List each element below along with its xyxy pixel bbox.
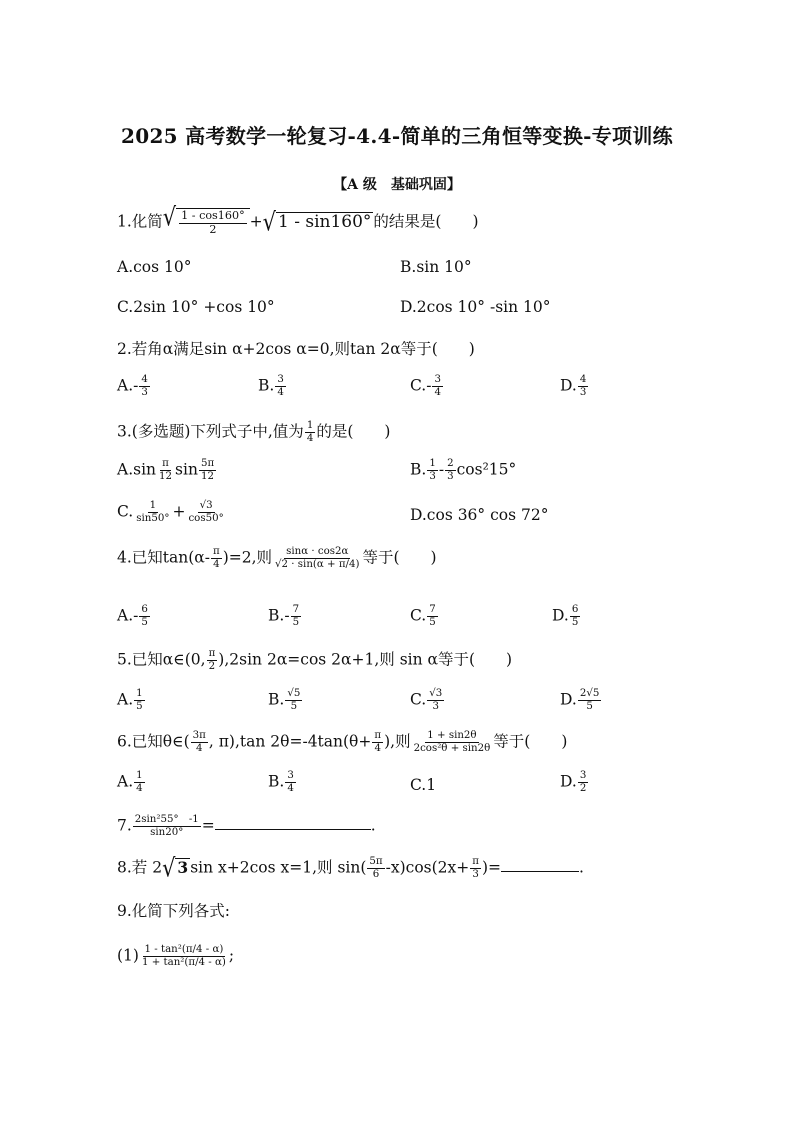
fraction: $\frac{1}{3}$	[429, 458, 436, 482]
fraction: $\frac{3}{2}$	[579, 770, 587, 794]
fraction: $\frac{3}{4}$	[434, 374, 441, 398]
fraction: $\frac{2}{3}$	[447, 458, 454, 482]
question-7-stem: 7. $\frac{\text{2sin²55° -1}}{\sin 20^\circ}$ = .	[117, 814, 376, 838]
option-b: B. $\frac{3}{4}$	[258, 374, 284, 398]
option-a: A.sin $\frac{\pi}{12}$ sin $\frac{5\pi}{12}$	[117, 458, 215, 482]
section-level-heading: 【A 级 基础巩固】	[333, 177, 461, 193]
option-a: A. $\frac{1}{5}$	[117, 688, 143, 712]
option-b: B.sin 10°	[400, 258, 472, 276]
fraction: $\frac{6}{5}$	[571, 604, 579, 628]
fraction: $\frac{\pi}{4}$	[374, 730, 382, 754]
fraction: $\frac{1}{\sin 50^\circ}$	[136, 500, 170, 524]
sqrt-expression: √ 1 - sin160°	[262, 207, 372, 237]
fraction: $\frac{4}{3}$	[579, 374, 587, 398]
fraction: $\frac{√3}{\cos 50^\circ}$	[188, 500, 224, 524]
fraction: $\frac{4}{3}$	[141, 374, 148, 398]
option-d: D.cos 36° cos 72°	[410, 506, 549, 524]
question-8-stem: 8.若 2 √ 3 sin x+2cos x=1,则 sin( $\frac{5\pi}{6}$ -x)cos(2x+ $\frac{\pi}{3}$ )= .	[117, 853, 584, 883]
fraction: $\frac{5\pi}{6}$	[369, 856, 383, 880]
option-a: A.- $\frac{6}{5}$	[117, 604, 148, 628]
fraction: $\frac{\sin\alpha \cdot \cos 2\alpha}{√2 \cdot \sin(\alpha + \pi/4)}$	[275, 546, 360, 570]
question-9-part-1: (1) $\frac{\text{1 - tan²(π/4 - α)}}{\text{1 + tan²(π/4 - α)}}$ ;	[117, 944, 235, 968]
fraction: $\frac{√3}{3}$	[429, 688, 443, 712]
fraction: $\frac{7}{5}$	[429, 604, 436, 628]
option-c: C. $\frac{√3}{3}$	[410, 688, 443, 712]
fraction: $\frac{\text{1 - tan²(π/4 - α)}}{\text{1 + tan²(π/4 - α)}}$	[141, 944, 226, 968]
fraction: $\frac{1}{5}$	[136, 688, 143, 712]
fraction: $\frac{√5}{5}$	[287, 688, 301, 712]
fraction: $\frac{3}{4}$	[287, 770, 294, 794]
fraction: $\frac{6}{5}$	[141, 604, 148, 628]
answer-blank[interactable]	[215, 829, 371, 830]
sqrt-expression: √ 3	[162, 853, 189, 883]
fraction: $\frac{3\pi}{4}$	[192, 730, 206, 754]
fraction: $\frac{1}{4}$	[306, 420, 314, 444]
fraction: $\frac{1 - \cos 160^\circ}{2}$	[181, 209, 245, 236]
option-d: D. $\frac{2√5}{5}$	[560, 688, 600, 712]
option-b: B. $\frac{1}{3}$ - $\frac{2}{3}$ cos²15°	[410, 458, 517, 482]
fraction: $\frac{\pi}{4}$	[213, 546, 220, 570]
option-b: B. $\frac{3}{4}$	[268, 770, 294, 794]
option-c: C.2sin 10° +cos 10°	[117, 298, 275, 316]
fraction: $\frac{2√5}{5}$	[579, 688, 600, 712]
fraction: $\frac{5\pi}{12}$	[200, 458, 215, 482]
question-6-stem: 6.已知θ∈( $\frac{3\pi}{4}$ , π),tan 2θ=-4tan(θ+ $\frac{\pi}{4}$ ),则 $\frac{1 + \sin 2\theta}{\text{2cos²θ + sin2θ}}$ 等于( )	[117, 730, 568, 754]
fraction: $\frac{\pi}{2}$	[208, 648, 216, 672]
fraction: $\frac{7}{5}$	[292, 604, 300, 628]
question-2-stem: 2.若角α满足sin α+2cos α=0,则tan 2α等于( )	[117, 340, 475, 358]
fraction: $\frac{1}{4}$	[136, 770, 143, 794]
option-b: B. $\frac{√5}{5}$	[268, 688, 301, 712]
option-d: D.2cos 10° -sin 10°	[400, 298, 551, 316]
fraction: $\frac{1 + \sin 2\theta}{\text{2cos²θ + sin2θ}}$	[413, 730, 491, 754]
fraction: $\frac{3}{4}$	[277, 374, 284, 398]
sqrt-expression: √ $\frac{1 - \cos 160^\circ}{2}$	[163, 208, 250, 237]
option-a: A.cos 10°	[117, 258, 192, 276]
option-c: C.1	[410, 776, 437, 794]
question-1-stem: 1.化简 √ $\frac{1 - \cos 160^\circ}{2}$ + √ 1 - sin160° 的结果是( )	[117, 202, 479, 237]
option-d: D. $\frac{3}{2}$	[560, 770, 587, 794]
answer-blank[interactable]	[501, 871, 579, 872]
question-9-stem: 9.化简下列各式:	[117, 902, 231, 920]
page-title: 2025 高考数学一轮复习-4.4-简单的三角恒等变换-专项训练	[121, 124, 673, 148]
option-b: B.- $\frac{7}{5}$	[268, 604, 300, 628]
option-d: D. $\frac{6}{5}$	[552, 604, 579, 628]
question-3-stem: 3.(多选题)下列式子中,值为 $\frac{1}{4}$ 的是( )	[117, 420, 391, 444]
option-c: C. $\frac{1}{\sin 50^\circ}$ + $\frac{√3}{\cos 50^\circ}$	[117, 500, 224, 524]
fraction: $\frac{\pi}{12}$	[159, 458, 173, 482]
option-a: A. $\frac{1}{4}$	[117, 770, 143, 794]
option-c: C.- $\frac{3}{4}$	[410, 374, 441, 398]
option-a: A.- $\frac{4}{3}$	[117, 374, 148, 398]
fraction: $\frac{\text{2sin²55° -1}}{\sin 20^\circ}$	[134, 814, 199, 838]
question-5-stem: 5.已知α∈(0, $\frac{\pi}{2}$ ),2sin 2α=cos 2α+1,则 sin α等于( )	[117, 648, 513, 672]
option-c: C. $\frac{7}{5}$	[410, 604, 436, 628]
option-d: D. $\frac{4}{3}$	[560, 374, 587, 398]
fraction: $\frac{\pi}{3}$	[472, 856, 479, 880]
question-4-stem: 4.已知tan(α- $\frac{\pi}{4}$ )=2,则 $\frac{\sin\alpha \cdot \cos 2\alpha}{√2 \cdot \sin(\alpha + \pi/4)}$ 等于( )	[117, 546, 437, 570]
